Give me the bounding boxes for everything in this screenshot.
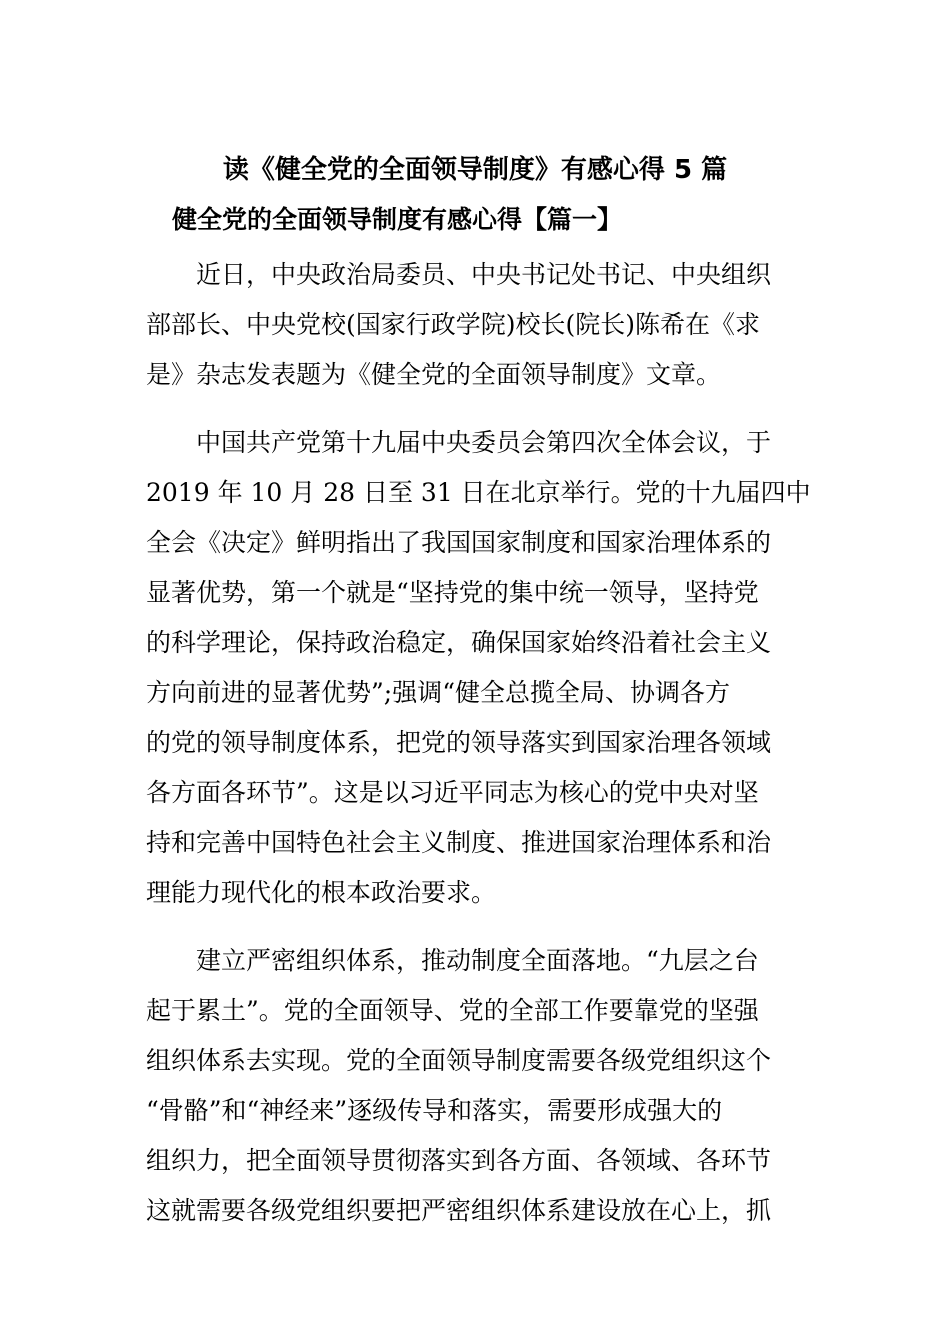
- text-line: 建立严密组织体系，推动制度全面落地。“九层之台: [196, 946, 759, 975]
- text-line: 的科学理论，保持政治稳定，确保国家始终沿着社会主义: [146, 628, 772, 657]
- text-line: 这就需要各级党组织要把严密组织体系建设放在心上，抓: [146, 1196, 772, 1225]
- document-body: [146, 250, 811, 1254]
- text-line: 持和完善中国特色社会主义制度、推进国家治理体系和治: [146, 828, 772, 857]
- text-line: 各方面各环节”。这是以习近平同志为核心的党中央对坚: [146, 778, 759, 807]
- text-line: 显著优势，第一个就是“坚持党的集中统一领导，坚持党: [146, 578, 759, 607]
- section-heading: 健全党的全面领导制度有感心得【篇一】: [172, 205, 623, 234]
- text-line: 全会《决定》鲜明指出了我国国家制度和国家治理体系的: [146, 528, 772, 557]
- text-line: 中国共产党第十九届中央委员会第四次全体会议，于: [196, 428, 772, 457]
- text-line: 部部长、中央党校(国家行政学院)校长(院长)陈希在《求: [146, 310, 761, 339]
- text-line: 理能力现代化的根本政治要求。: [146, 878, 497, 907]
- text-line: 的党的领导制度体系，把党的领导落实到国家治理各领域: [146, 728, 772, 757]
- document-title: 读《健全党的全面领导制度》有感心得 5 篇: [222, 155, 728, 185]
- text-line: 2019 年 10 月 28 日至 31 日在北京举行。党的十九届四中: [146, 478, 811, 507]
- text-line: 方向前进的显著优势”;强调“健全总揽全局、协调各方: [146, 678, 730, 707]
- text-line: “骨骼”和“神经来”逐级传导和落实，需要形成强大的: [146, 1096, 723, 1125]
- paragraph-1: [146, 250, 782, 400]
- text-line: 组织体系去实现。党的全面领导制度需要各级党组织这个: [146, 1046, 772, 1075]
- text-line: 近日，中央政治局委员、中央书记处书记、中央组织: [196, 260, 772, 289]
- text-line: 是》杂志发表题为《健全党的全面领导制度》文章。: [146, 360, 722, 389]
- paragraph-2: [146, 418, 811, 918]
- paragraph-3: [146, 936, 782, 1236]
- text-line: 起于累土”。党的全面领导、党的全部工作要靠党的坚强: [146, 996, 759, 1025]
- text-line: 组织力，把全面领导贯彻落实到各方面、各领域、各环节: [146, 1146, 772, 1175]
